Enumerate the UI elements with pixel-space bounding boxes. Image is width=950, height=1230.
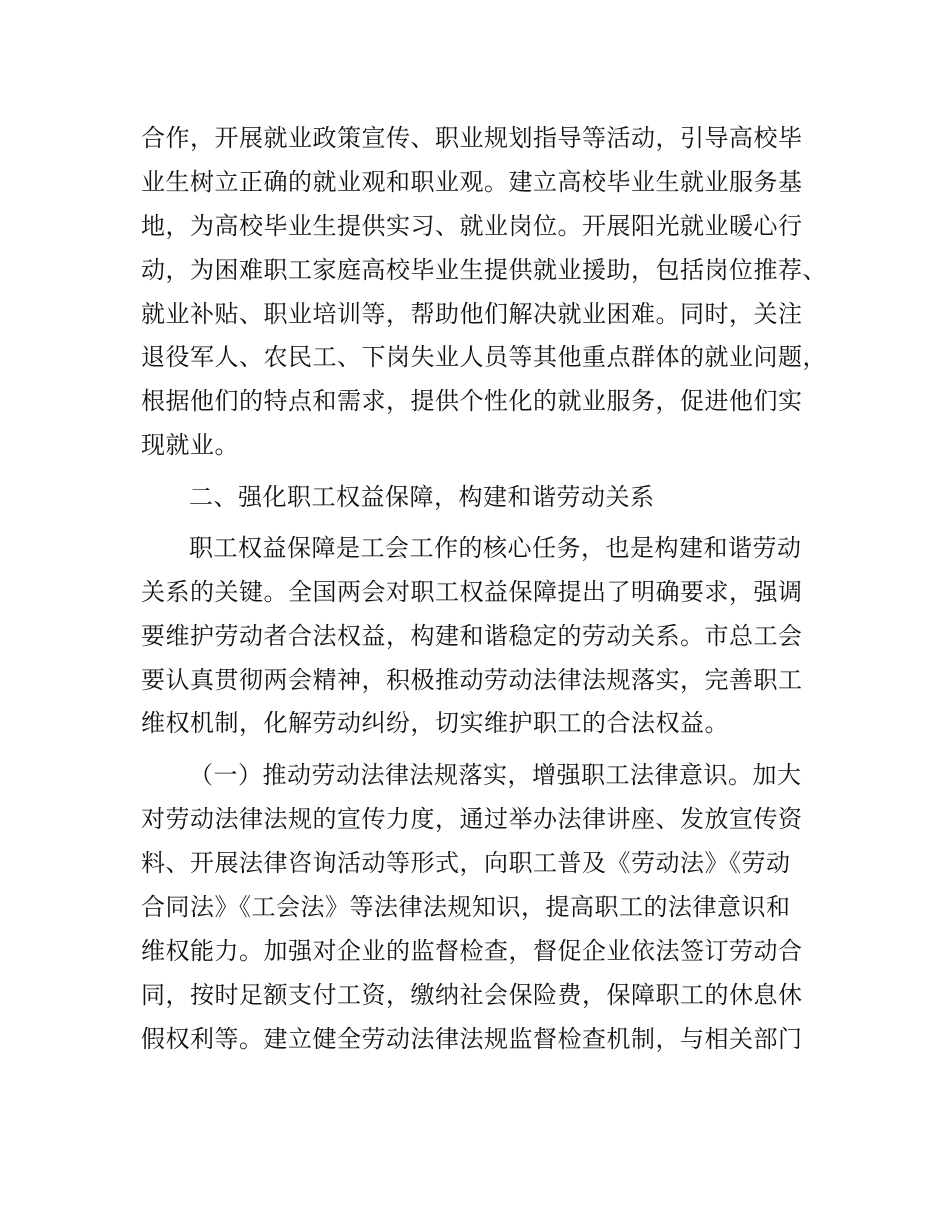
paragraph-3-line-1: （一）推动劳动法律法规落实，增强职工法律意识。加大 <box>189 761 802 789</box>
paragraph-1-line-8: 现就业。 <box>141 431 239 459</box>
paragraph-3-line-2: 对劳动法律法规的宣传力度，通过举办法律讲座、发放宣传资 <box>141 805 803 833</box>
paragraph-1-line-6: 退役军人、农民工、下岗失业人员等其他重点群体的就业问题， <box>141 343 827 371</box>
paragraph-1-line-1: 合作，开展就业政策宣传、职业规划指导等活动，引导高校毕 <box>141 124 803 152</box>
paragraph-2-line-1: 职工权益保障是工会工作的核心任务，也是构建和谐劳动 <box>189 534 802 562</box>
paragraph-2-line-5: 维权机制，化解劳动纠纷，切实维护职工的合法权益。 <box>141 709 729 737</box>
paragraph-3-line-5: 维权能力。加强对企业的监督检查，督促企业依法签订劳动合 <box>141 937 803 965</box>
paragraph-3-line-7: 假权利等。建立健全劳动法律法规监督检查机制，与相关部门 <box>141 1025 803 1053</box>
paragraph-2-line-4: 要认真贯彻两会精神，积极推动劳动法律法规落实，完善职工 <box>141 666 803 694</box>
paragraph-3-line-4: 合同法》《工会法》等法律法规知识，提高职工的法律意识和 <box>141 893 791 921</box>
paragraph-2-line-2: 关系的关键。全国两会对职工权益保障提出了明确要求，强调 <box>141 578 803 606</box>
paragraph-3-line-3: 料、开展法律咨询活动等形式，向职工普及《劳动法》《劳动 <box>141 849 791 877</box>
section-heading: 二、强化职工权益保障，构建和谐劳动关系 <box>189 483 655 511</box>
paragraph-2-line-3: 要维护劳动者合法权益，构建和谐稳定的劳动关系。市总工会 <box>141 622 803 650</box>
paragraph-1-line-7: 根据他们的特点和需求，提供个性化的就业服务，促进他们实 <box>141 387 803 415</box>
paragraph-1-line-2: 业生树立正确的就业观和职业观。建立高校毕业生就业服务基 <box>141 168 803 196</box>
paragraph-1-line-4: 动，为困难职工家庭高校毕业生提供就业援助，包括岗位推荐、 <box>141 256 827 284</box>
paragraph-1-line-3: 地，为高校毕业生提供实习、就业岗位。开展阳光就业暖心行 <box>141 212 803 240</box>
paragraph-3-line-6: 同，按时足额支付工资，缴纳社会保险费，保障职工的休息休 <box>141 981 803 1009</box>
paragraph-1-line-5: 就业补贴、职业培训等，帮助他们解决就业困难。同时，关注 <box>141 300 803 328</box>
